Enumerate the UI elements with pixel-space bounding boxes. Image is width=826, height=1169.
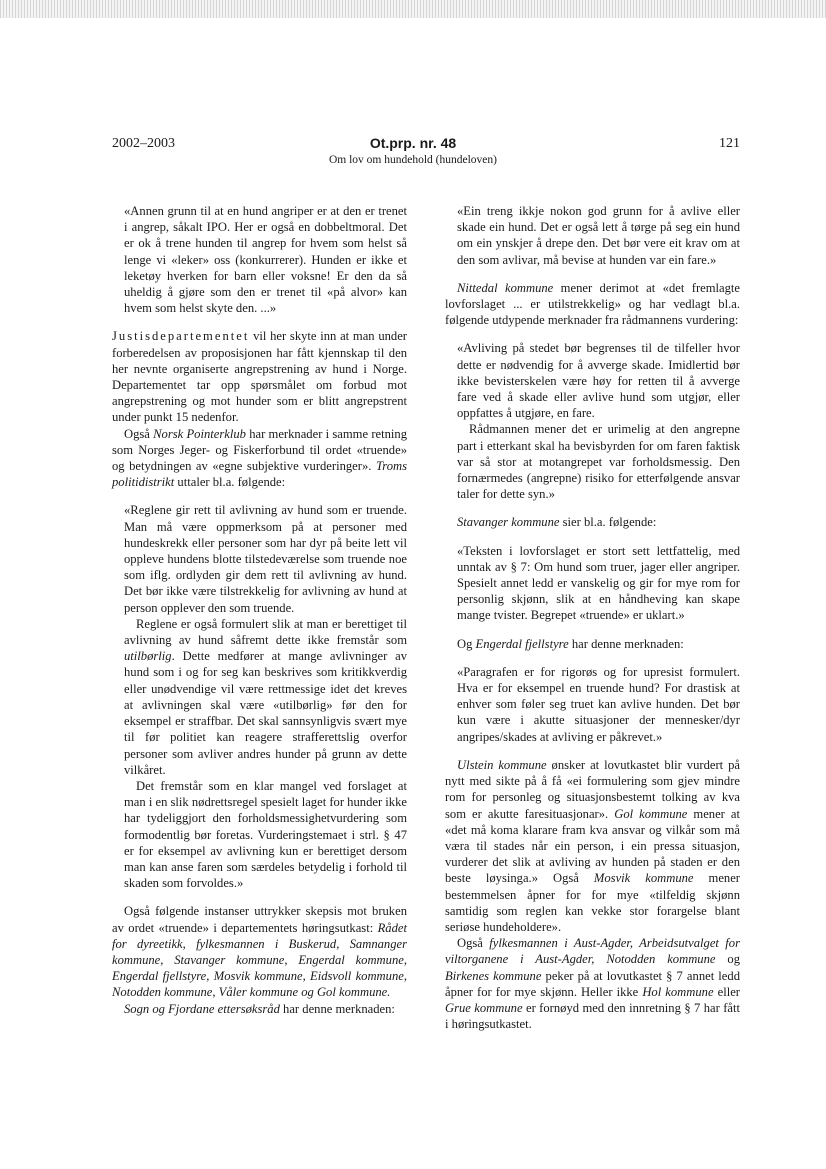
quote-nittedal-2: Rådmannen mener det er urimelig at den angrepne part i etterkant skal ha bevisbyrden for om faren faktisk var så stor at motangrepet var forholdsmessig. Den fornærmedes (angrepne) risiko for etterfølgende ansvar taler for dette syn.» <box>457 422 740 502</box>
org-ulstein-kommune: Ulstein kommune <box>457 757 547 772</box>
paragraph-ulstein-gol-mosvik: Ulstein kommune ønsker at lovutkastet blir vurdert på nytt med sikte på å få «ei formulering som gjev mindre rom for personleg og situasjonsbestemt tolking av kva som er akutte faresituasjonar». Gol kommune mener at «det må koma klarare fram kva ansvar og vilkår som må væra til stades når ein person, i ein pressa situasjon, vurderer det slik at avliving av hunden på staden er den beste løysinga.» Også Mosvik kommune mener bestemmelsen åpner for for mye «tilfeldig skjønn samtidig som reglen kan vekke stor forargelse blant seriøse hundeholdere». <box>445 757 740 934</box>
paragraph-justisdepartementet: Justisdepartementet vil her skyte inn at man under forberedelsen av proposisjonen har fått kjennskap til den her nevnte organiserte angrepstrening av hund i Norge. Departementet tar opp spørsmålet om forbud mot angrepstrening og mot hunder som er blitt angrepstrent under punkt 15 nedenfor. <box>112 329 407 425</box>
org-sogn-fjordane-ettersoksrad: Sogn og Fjordane ettersøksråd <box>124 1001 280 1016</box>
paragraph-sogn-fjordane: Sogn og Fjordane ettersøksråd har denne merknaden: <box>124 1001 395 1016</box>
org-mosvik-kommune: Mosvik kommune <box>593 871 694 886</box>
quote-nittedal-1: «Avliving på stedet bør begrenses til de tilfeller hvor dette er nødvendig for å avverge skade. Imidlertid bør ikke bevisterskelen være høy for retten til å avverge fare ved å skade eller avlive hund som utgjør, eller oppfattes å utgjøre, en fare. <box>457 341 740 421</box>
quote-troms-2: Reglene er også formulert slik at man er berettiget til avlivning av hund såfremt dette ikke fremstår som utilbørlig. Dette medfører at mange avlivninger av hund som i og for seg kan beskrives som kritikkverdig eller unødvendige vil være rettmessige idet det kreves at avlivningen skal være «utilbørlig» før den for eksempel er straffbar. Det skal sannsynligvis svært mye til før politiet kan reagere strafferettslig overfor personer som avliver andres hunder på grunn av dette vilkåret. <box>124 616 407 777</box>
header-page-number: 121 <box>719 136 740 151</box>
quote-troms-3: Det fremstår som en klar mangel ved forslaget at man i en slik nødrettsregel spesielt laget for hunder ikke har tydeliggjort den forholdsmessighetvurdering som formodentlig bør foretas. Vurderingstemaet i strl. § 47 er for eksempel av avlivning kun er berettiget dersom man kan anse faren som særdeles betydelig i forhold til skaden som forvoldes.» <box>124 778 407 891</box>
quote-sogn-fjordane: «Ein treng ikkje nokon god grunn for å avlive eller skade ein hund. Det er også lett å tørge på seg ein hund om ein ynskjer å drepe den. Det bør vere eit krav om at den som avlivar, må bevise at hunden var ein fare.» <box>457 204 740 267</box>
quote-engerdal: «Paragrafen er for rigorøs og for upresist formulert. Hva er for eksempel en truende hund? For drastisk at enhver som føler seg truet kan avlive hunden. Det bør kun være i akutte situasjoner der mennesker/dyr angripes/skades at avliving er påkrevet.» <box>457 664 740 744</box>
paragraph-aust-agder: Også fylkesmannen i Aust-Agder, Arbeidsutvalget for viltorganene i Aust-Agder, Notodden kommune og Birkenes kommune peker på at lovutkastet § 7 annet ledd åpner for for mye skjønn. Heller ikke Hol kommune eller Grue kommune er fornøyd med den innretning § 7 har fått i høringsutkastet. <box>445 936 741 1032</box>
org-justisdepartementet: Justisdepartementet <box>112 329 250 344</box>
org-aust-agder: fylkesmannen i Aust-Agder, Arbeidsutvalget for viltorganene i Aust-Agder, Notodden kommune <box>445 936 740 967</box>
scan-top-band <box>0 0 826 18</box>
paragraph-nittedal: Nittedal kommune mener derimot at «det fremlagte lovforslaget ... er utilstrekkelig» og har vedlagt bl.a. følgende utdypende merknader fra rådmannens vurdering: <box>445 280 740 328</box>
paragraph-pointerklub: Også Norsk Pointerklub har merknader i samme retning som Norges Jeger- og Fiskerforbund til ordet «truende» og betydningen av «egne subjektive vurderinger». Troms politidistrikt uttaler bl.a. følgende: <box>112 426 407 490</box>
org-gol-kommune: Gol kommune <box>614 806 688 821</box>
header-title: Ot.prp. nr. 48 <box>369 135 457 151</box>
paragraph-stavanger: Stavanger kommune sier bl.a. følgende: <box>457 515 657 530</box>
emphasis-utilborlig: utilbørlig <box>124 649 172 664</box>
header-year: 2002–2003 <box>112 136 175 151</box>
org-list-skepsis: Rådet for dyreetikk, fylkesmannen i Buskerud, Samnanger kommune, Stavanger kommune, Engerdal kommune, Engerdal fjellstyre, Mosvik kommune, Eidsvoll kommune, Notodden kommune, Våler kommune og Gol kommune. <box>112 920 407 1000</box>
header-subtitle: Om lov om hundehold (hundeloven) <box>328 154 497 166</box>
org-hol-kommune: Hol kommune <box>642 984 714 999</box>
org-nittedal-kommune: Nittedal kommune <box>457 280 554 295</box>
right-column <box>445 203 740 1032</box>
org-troms-politidistrikt: Troms politidistrikt <box>112 459 407 490</box>
org-norsk-pointerklub: Norsk Pointerklub <box>153 426 246 441</box>
org-grue-kommune: Grue kommune <box>445 1000 523 1015</box>
left-column <box>112 203 407 1017</box>
org-stavanger-kommune: Stavanger kommune <box>457 515 560 530</box>
quote-stavanger: «Teksten i lovforslaget er stort sett lettfattelig, med unntak av § 7: Om hund som truer, jager eller angriper. Spesielt annet ledd er vanskelig og gir for mye rom for personlig skjønn, slik at en håndheving kan skape mange tvister. Begrepet «truende» er uklart.» <box>457 543 740 623</box>
paragraph-engerdal: Og Engerdal fjellstyre har denne merknaden: <box>457 636 684 651</box>
quote-ipo-training: «Annen grunn til at en hund angriper er at den er trenet i angrep, såkalt IPO. Her er også en dobbeltmoral. Det er ok å trene hunden til angrep for hvem som helst så lenge vi «leker» oss (konkurrerer). Hunden er ikke et leketøy hverken for barn eller voksne! Er den da så uheldig å gjøre som den er trenet til «på alvor» kan hvem som helst skyte den. ...» <box>124 204 407 316</box>
org-engerdal-fjellstyre: Engerdal fjellstyre <box>475 636 569 651</box>
org-birkenes-kommune: Birkenes kommune <box>445 968 542 983</box>
paragraph-skepsis: Også følgende instanser uttrykker skepsis mot bruken av ordet «truende» i departementets høringsutkast: Rådet for dyreetikk, fylkesmannen i Buskerud, Samnanger kommune, Stavanger kommune, Engerdal kommune, Engerdal fjellstyre, Mosvik kommune, Eidsvoll kommune, Notodden kommune, Våler kommune og Gol kommune. <box>112 904 407 1000</box>
quote-troms-1: «Reglene gir rett til avlivning av hund som er truende. Man må være oppmerksom på at personer med hundeskrekk eller personer som har dyr på beite lett vil oppleve hundens blotte tilstedeværelse som truende noe som iflg. ordlyden gir dem rett til avlivning av hund. Det bør ikke være tilstrekkelig for avlivning av hund at person opplever den som truende. <box>124 503 407 615</box>
